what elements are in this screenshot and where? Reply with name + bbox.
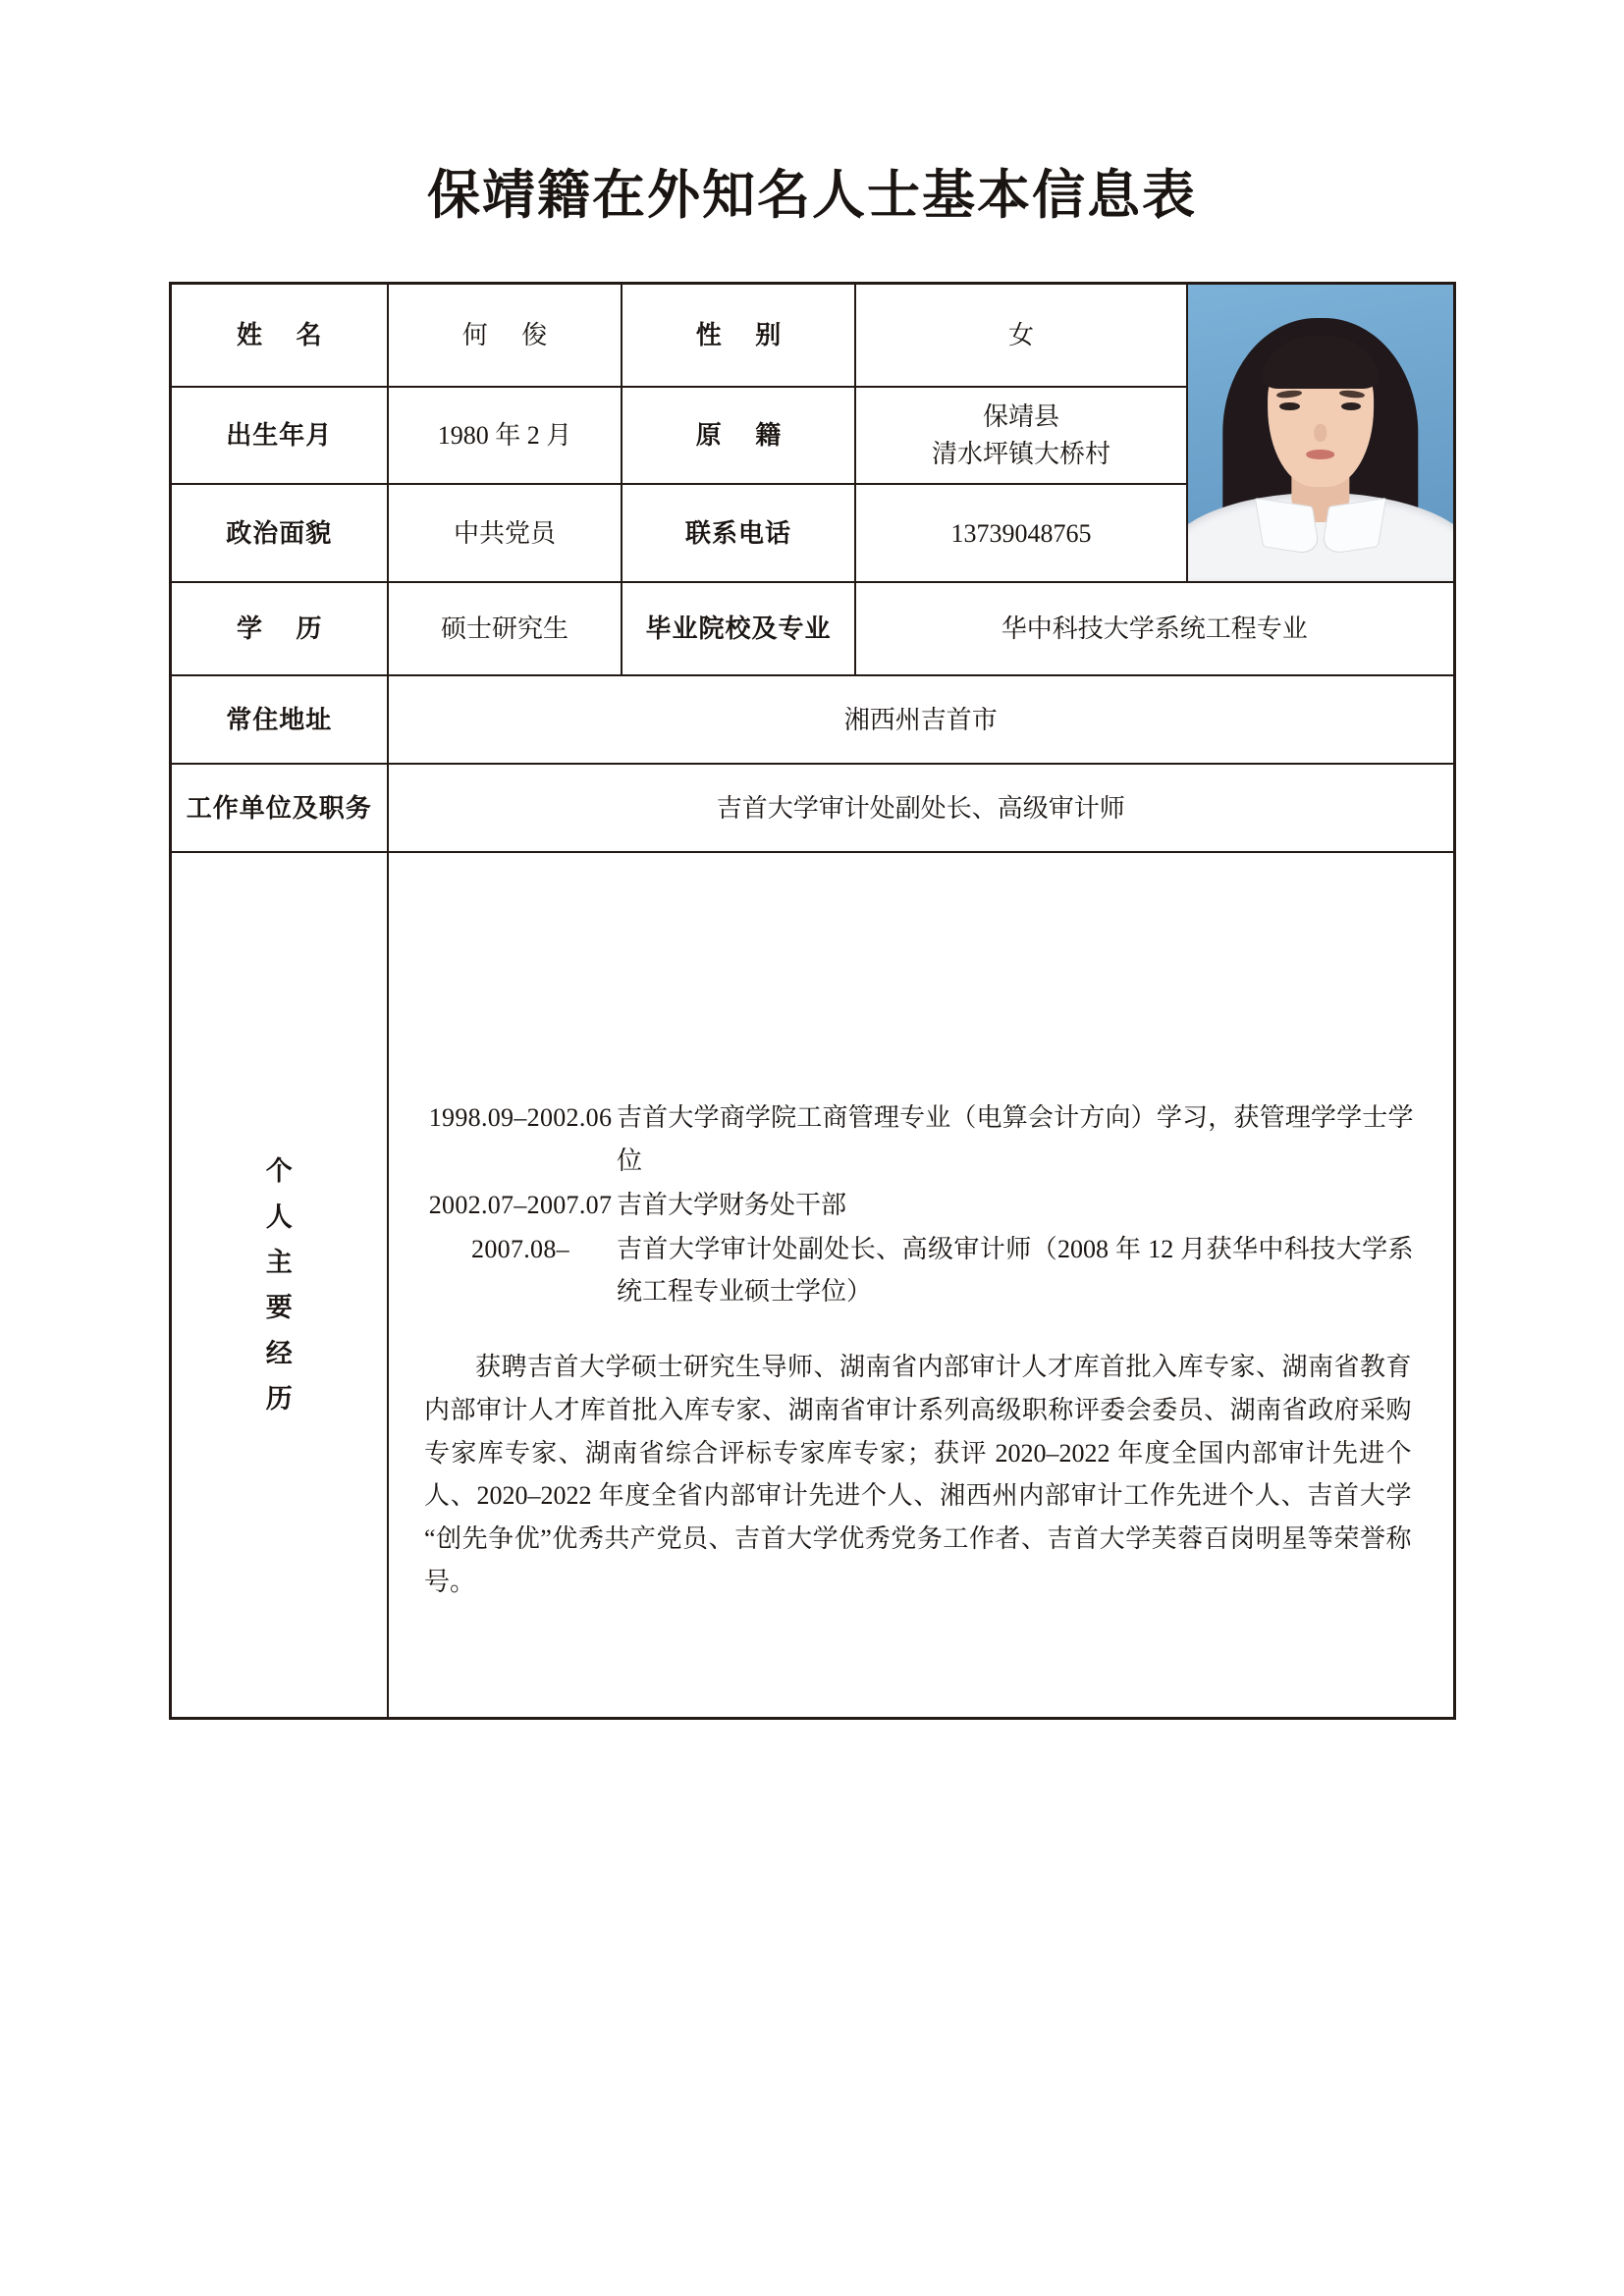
experience-entry — [424, 1184, 1414, 1226]
page-title: 保靖籍在外知名人士基本信息表 — [427, 166, 1197, 225]
experience-entry-desc: 吉首大学财务处干部 — [617, 1190, 847, 1219]
label-education: 学 历 — [170, 582, 388, 675]
experience-entry — [424, 1096, 1414, 1181]
label-experience-vertical — [266, 1148, 293, 1422]
table-row-name — [170, 284, 1454, 388]
table-row-experience — [170, 852, 1454, 1719]
table-row-education — [170, 582, 1454, 675]
label-birth-date: 出生年月 — [170, 387, 388, 484]
experience-body-cell — [388, 852, 1454, 1719]
table-row-address — [170, 675, 1454, 764]
experience-entry — [424, 1228, 1414, 1312]
label-experience-cell — [170, 852, 388, 1719]
label-name: 姓 名 — [170, 284, 388, 388]
value-school-major: 华中科技大学系统工程专业 — [855, 582, 1454, 675]
experience-entry-date: 1998.09–2002.06 — [428, 1103, 613, 1133]
experience-entry-date: 2002.07–2007.07 — [428, 1190, 613, 1219]
value-gender: 女 — [855, 284, 1187, 388]
personal-info-table — [169, 282, 1456, 1720]
label-experience-char-5: 历 — [265, 1384, 293, 1415]
value-origin-line2: 清水坪镇大桥村 — [931, 439, 1110, 468]
value-address: 湘西州吉首市 — [388, 675, 1454, 764]
value-political-status: 中共党员 — [388, 484, 622, 582]
value-birth-date: 1980 年 2 月 — [388, 387, 622, 484]
label-work-unit: 工作单位及职务 — [170, 764, 388, 852]
value-name: 何 俊 — [388, 284, 622, 388]
value-phone: 13739048765 — [855, 484, 1187, 582]
label-experience-char-3: 要 — [265, 1293, 293, 1323]
mouth-shape — [1306, 450, 1335, 459]
experience-paragraph: 获聘吉首大学硕士研究生导师、湖南省内部审计人才库首批入库专家、湖南省教育内部审计人才库首批入库专家、湖南省审计系列高级职称评委会委员、湖南省政府采购专家库专家、湖南省综合评标专家库专家；获评 2020–2022 年度全国内部审计先进个人、2020–2022 年度全省内部审计先进个人、湘西州内部审计工作先进个人、吉首大学“创先争优”优秀共产党员、吉首大学优秀党务工作者、吉首大学芙蓉百岗明星等荣誉称号。 — [424, 1353, 1412, 1596]
label-phone: 联系电话 — [622, 484, 855, 582]
portrait-image — [1188, 285, 1453, 581]
table-row-work — [170, 764, 1454, 852]
value-origin — [855, 387, 1187, 484]
experience-entry-desc: 吉首大学审计处副处长、高级审计师（2008 年 12 月获华中科技大学系统工程专业硕士学位） — [617, 1234, 1414, 1307]
label-experience-char-0: 个 — [265, 1156, 293, 1187]
label-origin: 原 籍 — [622, 387, 855, 484]
experience-entry-date: 2007.08– — [471, 1234, 569, 1263]
value-education: 硕士研究生 — [388, 582, 622, 675]
experience-entry-desc: 吉首大学商学院工商管理专业（电算会计方向）学习，获管理学学士学位 — [617, 1103, 1414, 1175]
label-school-major: 毕业院校及专业 — [622, 582, 855, 675]
label-gender: 性 别 — [622, 284, 855, 388]
label-political-status: 政治面貌 — [170, 484, 388, 582]
value-origin-line1: 保靖县 — [982, 402, 1059, 432]
label-experience-char-1: 人 — [265, 1201, 293, 1232]
experience-content — [389, 967, 1453, 1603]
value-work-unit: 吉首大学审计处副处长、高级审计师 — [388, 764, 1454, 852]
photo-cell — [1187, 284, 1454, 583]
id-photo — [1188, 285, 1453, 581]
label-experience-char-2: 主 — [265, 1247, 293, 1277]
label-address: 常住地址 — [170, 675, 388, 764]
label-experience-char-4: 经 — [265, 1338, 293, 1368]
